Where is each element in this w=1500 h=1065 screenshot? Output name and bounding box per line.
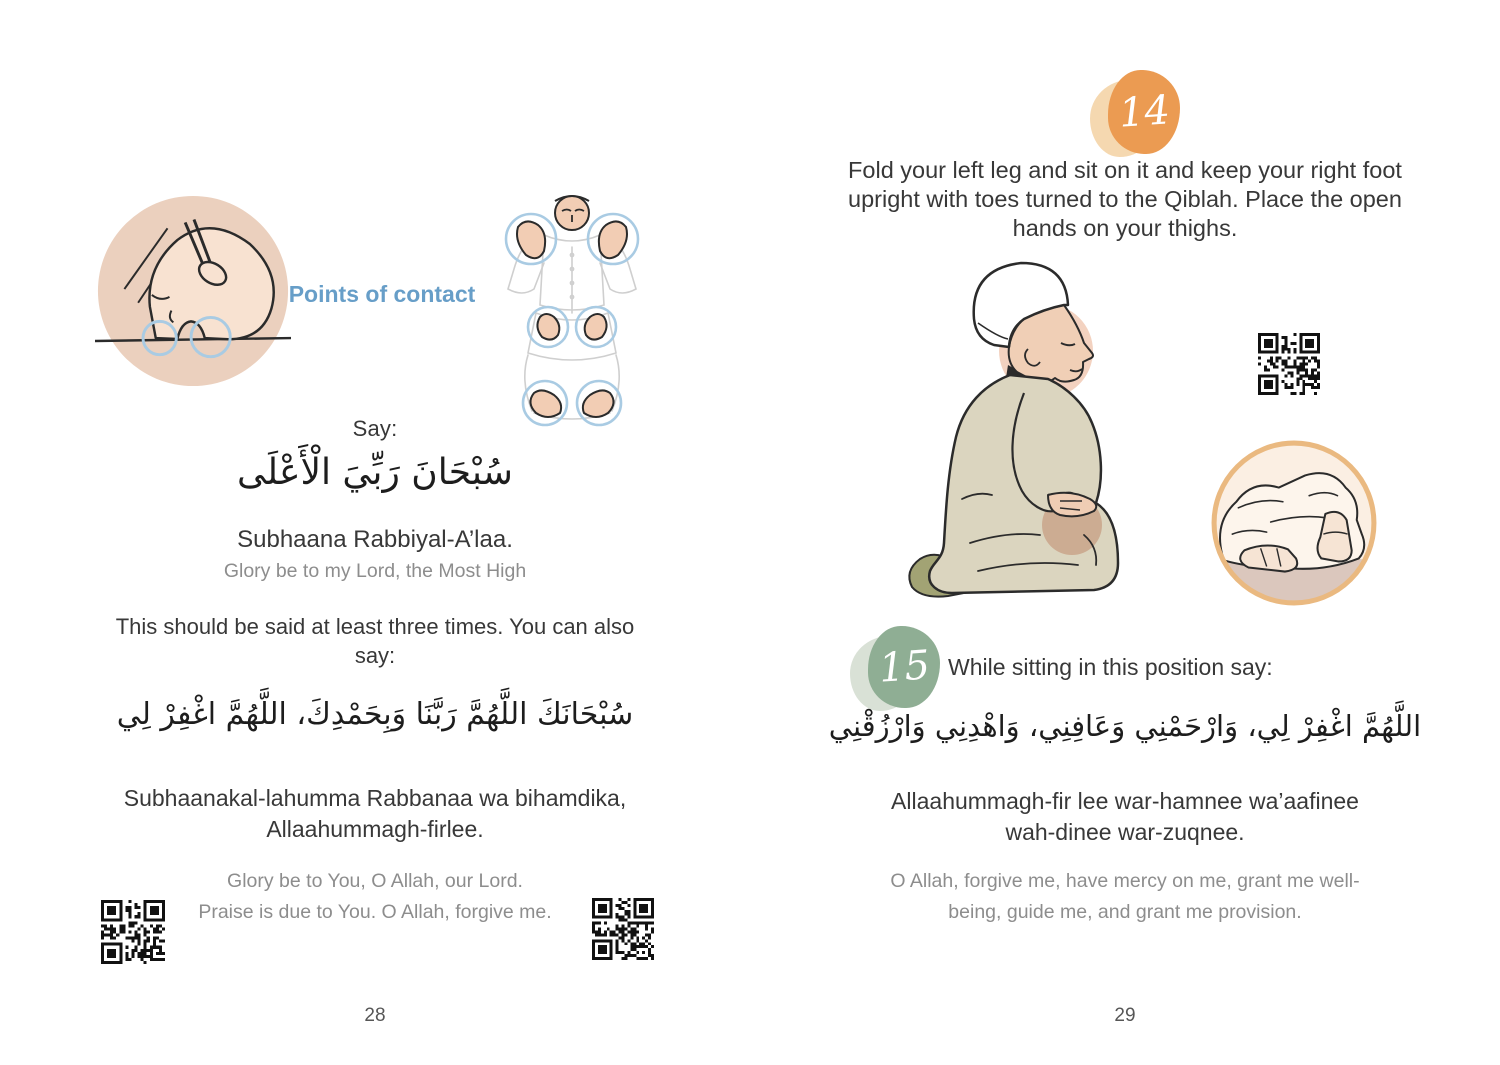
transliteration-2: Subhaanakal-lahumma Rabbanaa wa bihamdika, Allaahummagh-firlee.: [123, 785, 627, 842]
say-label: Say:: [352, 416, 398, 441]
badge-front-blob: [868, 626, 940, 708]
translation-1: Glory be to my Lord, the Most High: [223, 560, 527, 582]
step-15-label: While sitting in this position say:: [948, 654, 1273, 680]
translation-3: O Allah, forgive me, have mercy on me, grant me well-being, guide me, and grant me provision.: [890, 870, 1360, 923]
transliteration-1: Subhaana Rabbiyal-A’laa.: [237, 526, 513, 553]
repeat-note: This should be said at least three times. You can also say:: [115, 614, 635, 668]
arabic-dhikr-1: سُبْحَانَ رَبِّيَ الْأَعْلَى: [237, 452, 513, 493]
step-14-number: 14: [1117, 87, 1171, 137]
qr-code: [592, 898, 654, 960]
transliteration-3: Allaahummagh-fir lee war-hamnee wa’aafinee wah-dinee war-zuqnee.: [891, 788, 1359, 845]
contact-points-topview-illustration: [492, 185, 652, 435]
page-number-right: 29: [1114, 1005, 1136, 1026]
foot-position-detail-illustration: [1208, 437, 1380, 614]
step-14-instruction: Fold your left leg and sit on it and keep your right foot upright with toes turned to the Qiblah. Place the open hands on your thighs.: [848, 157, 1402, 241]
badge-front-blob: [1108, 70, 1180, 154]
arabic-dhikr-2: سُبْحَانَكَ اللَّهُمَّ رَبَّنَا وَبِحَمْدِكَ، اللَّهُمَّ اغْفِرْ لِي: [116, 697, 634, 732]
translation-2-line1: Glory be to You, O Allah, our Lord.: [227, 870, 523, 892]
points-of-contact-heading: Points of contact: [288, 281, 476, 307]
qr-code: [101, 900, 165, 964]
translation-2-line2: Praise is due to You. O Allah, forgive me.: [198, 901, 552, 923]
page-29: [750, 0, 1500, 1065]
page-number-left: 28: [364, 1005, 386, 1026]
qr-code: [1258, 333, 1320, 395]
step-15-badge: [862, 626, 934, 708]
step-14-badge: [1102, 70, 1174, 154]
step-15-number: 15: [877, 642, 931, 692]
arabic-dhikr-3: اللَّهُمَّ اغْفِرْ لِي، وَارْحَمْنِي وَعَافِنِي، وَاهْدِنِي وَارْزُقْنِي: [828, 709, 1422, 743]
sitting-position-illustration: [858, 253, 1153, 618]
